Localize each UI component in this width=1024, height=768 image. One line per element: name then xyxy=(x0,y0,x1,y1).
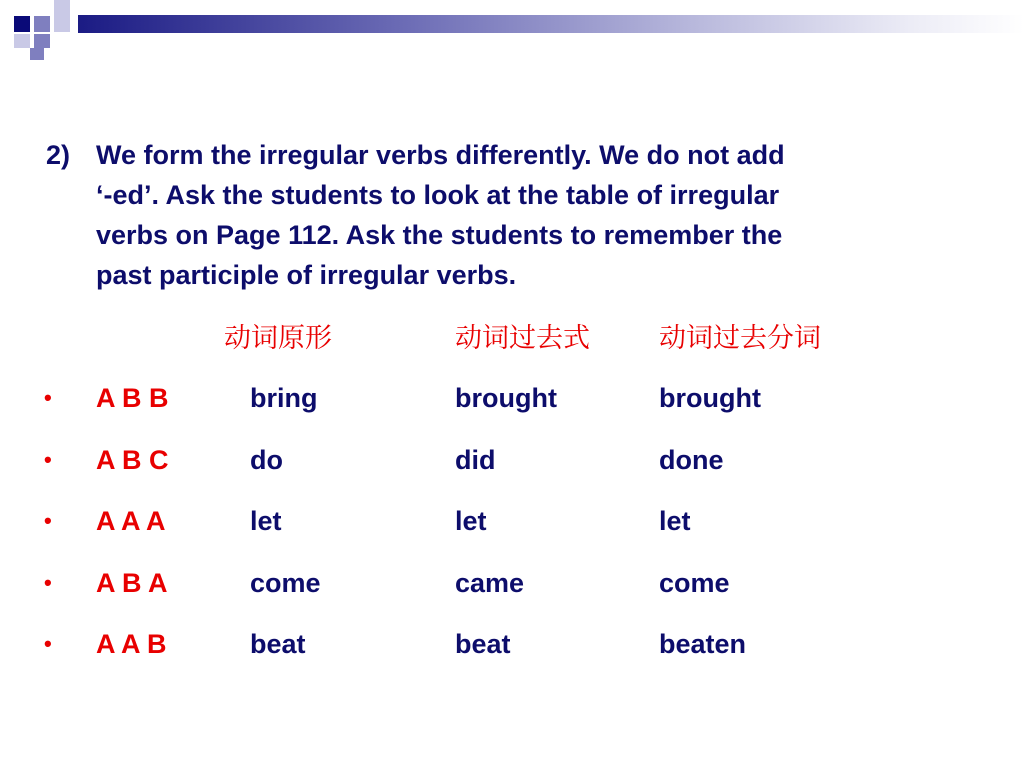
bullet-icon: • xyxy=(44,570,52,595)
verb-participle: let xyxy=(659,506,691,536)
verb-base: beat xyxy=(250,629,306,659)
verb-past: came xyxy=(455,568,525,598)
bullet-icon: • xyxy=(44,631,52,656)
verb-base: bring xyxy=(250,383,318,413)
verb-row xyxy=(0,563,1024,603)
paragraph-number: 2) xyxy=(46,140,71,170)
pattern-label: A A B xyxy=(96,629,167,659)
paragraph-line: We form the irregular verbs differently. We do not add xyxy=(96,140,785,170)
paragraph-line: verbs on Page 112. Ask the students to remember the xyxy=(96,220,783,250)
verb-participle: come xyxy=(659,568,730,598)
pattern-label: A B B xyxy=(96,383,169,413)
header-base-form: 动词原形 xyxy=(224,323,332,354)
bullet-icon: • xyxy=(44,508,52,533)
deco-square-icon xyxy=(34,34,50,48)
pattern-label: A B A xyxy=(96,568,168,598)
verb-participle: beaten xyxy=(659,629,747,659)
verb-base: do xyxy=(250,445,283,475)
verb-participle: done xyxy=(659,445,724,475)
verb-row xyxy=(0,378,1024,418)
verb-past: beat xyxy=(455,629,511,659)
paragraph-line: ‘-ed’. Ask the students to look at the table of irregular xyxy=(96,180,780,210)
verb-row xyxy=(0,501,1024,541)
deco-square-icon xyxy=(14,34,30,48)
verb-past: brought xyxy=(455,383,557,413)
deco-square-icon xyxy=(54,0,70,16)
deco-square-icon xyxy=(14,16,30,32)
paragraph-text xyxy=(96,135,976,295)
header-past-tense: 动词过去式 xyxy=(455,323,590,354)
paragraph-line: past participle of irregular verbs. xyxy=(96,260,517,290)
verb-base: come xyxy=(250,568,321,598)
verb-past: did xyxy=(455,445,496,475)
bullet-icon: • xyxy=(44,385,52,410)
verb-participle: brought xyxy=(659,383,761,413)
deco-square-icon xyxy=(34,16,50,32)
verb-row xyxy=(0,624,1024,664)
verb-past: let xyxy=(455,506,487,536)
header-past-participle: 动词过去分词 xyxy=(659,323,821,354)
pattern-label: A B C xyxy=(96,445,169,475)
pattern-label: A A A xyxy=(96,506,166,536)
deco-square-icon xyxy=(54,16,70,32)
verb-base: let xyxy=(250,506,282,536)
header-gradient-bar xyxy=(78,15,1024,33)
verb-row xyxy=(0,440,1024,480)
deco-square-icon xyxy=(30,48,44,60)
bullet-icon: • xyxy=(44,447,52,472)
